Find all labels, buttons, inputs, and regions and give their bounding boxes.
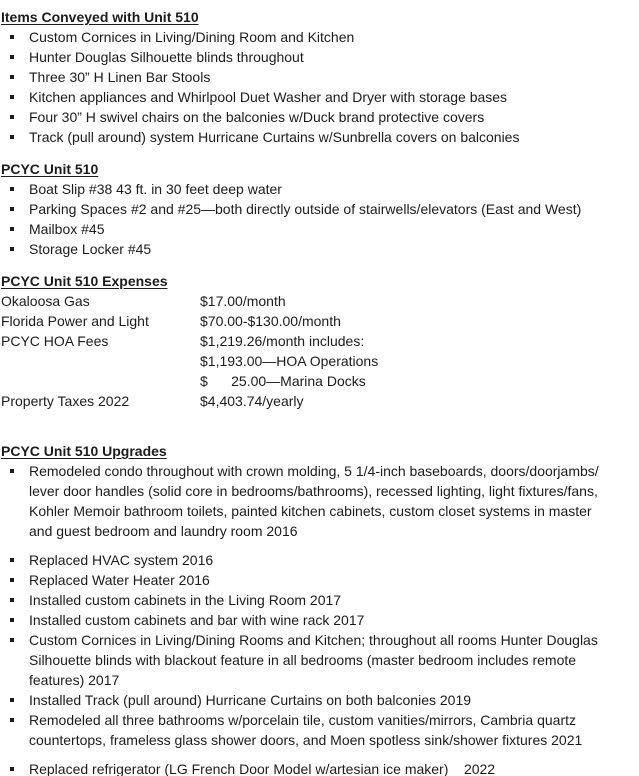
bullet-lines — [29, 199, 639, 219]
bullet-line: lever door handles (solid core in bedrooms/bathrooms), recessed lighting, light fixtures/fans, — [29, 483, 598, 499]
bullet-item — [1, 239, 639, 259]
bullet-line: Kitchen appliances and Whirlpool Duet Washer and Dryer with storage bases — [29, 89, 508, 105]
bullet-line: Mailbox #45 — [29, 221, 105, 237]
bullet-line: Hunter Douglas Silhouette blinds throughout — [29, 49, 304, 65]
bullet-line: Replaced Water Heater 2016 — [29, 572, 210, 588]
bullet-item — [1, 107, 639, 127]
expense-row — [1, 371, 639, 391]
bullet-square-icon — [10, 227, 14, 231]
bullet-square-icon — [10, 55, 14, 59]
bullet-item — [1, 690, 639, 710]
bullet-square-icon — [10, 115, 14, 119]
expense-label: Property Taxes 2022 — [1, 393, 130, 409]
bullet-lines — [29, 759, 639, 776]
bullet-item — [1, 47, 639, 67]
expense-value: $70.00-$130.00/month — [200, 313, 341, 329]
bullet-lines — [29, 570, 639, 590]
bullet-lines — [29, 179, 639, 199]
bullet-item — [1, 710, 639, 750]
bullet-line: Three 30” H Linen Bar Stools — [29, 69, 211, 85]
bullet-line: Custom Cornices in Living/Dining Room and Kitchen — [29, 29, 355, 45]
bullet-item — [1, 127, 639, 147]
section-unit-510 — [1, 159, 639, 259]
section-heading: Items Conveyed with Unit 510 — [1, 9, 199, 25]
bullet-lines — [29, 107, 639, 127]
bullet-line: Installed custom cabinets in the Living Room 2017 — [29, 592, 342, 608]
bullet-lines — [29, 550, 639, 570]
bullet-lines — [29, 590, 639, 610]
bullet-line: Installed custom cabinets and bar with wine rack 2017 — [29, 612, 365, 628]
bullet-square-icon — [10, 469, 14, 473]
section-heading: PCYC Unit 510 Upgrades — [1, 443, 167, 459]
bullet-square-icon — [10, 718, 14, 722]
bullet-item — [1, 630, 639, 690]
bullet-line: Replaced refrigerator (LG French Door Model w/artesian ice maker) 2022 — [29, 761, 496, 776]
bullet-lines — [29, 27, 639, 47]
bullet-square-icon — [10, 578, 14, 582]
bullet-square-icon — [10, 767, 14, 771]
bullet-item — [1, 179, 639, 199]
bullet-item — [1, 199, 639, 219]
bullet-line: Replaced HVAC system 2016 — [29, 552, 214, 568]
bullet-line: Silhouette blinds with blackout feature in all bedrooms (master bedroom includes remote — [29, 652, 577, 668]
section-expenses — [1, 271, 639, 411]
bullet-item — [1, 87, 639, 107]
bullet-square-icon — [10, 75, 14, 79]
bullet-lines — [29, 219, 639, 239]
bullet-lines — [29, 47, 639, 67]
expense-value: $1,219.26/month includes: — [200, 333, 365, 349]
bullet-line: Track (pull around) system Hurricane Curtains w/Sunbrella covers on balconies — [29, 129, 520, 145]
section-heading: PCYC Unit 510 Expenses — [1, 273, 168, 289]
bullet-item — [1, 759, 639, 776]
bullet-square-icon — [10, 35, 14, 39]
expense-label: PCYC HOA Fees — [1, 333, 109, 349]
bullet-item — [1, 219, 639, 239]
bullet-line: Four 30” H swivel chairs on the balconies w/Duck brand protective covers — [29, 109, 485, 125]
bullet-lines — [29, 710, 639, 750]
expense-row — [1, 311, 639, 331]
bullet-lines — [29, 87, 639, 107]
bullet-item — [1, 590, 639, 610]
section-heading: PCYC Unit 510 — [1, 161, 99, 177]
section-upgrades — [1, 441, 639, 776]
bullet-line: Installed Track (pull around) Hurricane Curtains on both balconies 2019 — [29, 692, 472, 708]
expense-row — [1, 331, 639, 351]
bullet-line: features) 2017 — [29, 672, 120, 688]
section-items-conveyed — [1, 7, 639, 147]
bullet-item — [1, 550, 639, 570]
bullet-item — [1, 610, 639, 630]
expense-row — [1, 351, 639, 371]
bullet-lines — [29, 630, 639, 690]
bullet-item — [1, 570, 639, 590]
bullet-item — [1, 27, 639, 47]
bullet-line: Parking Spaces #2 and #25—both directly outside of stairwells/elevators (East and West) — [29, 201, 582, 217]
expense-value: $ 25.00—Marina Docks — [200, 373, 366, 389]
expense-value: $1,193.00—HOA Operations — [200, 353, 379, 369]
bullet-lines — [29, 67, 639, 87]
bullet-square-icon — [10, 207, 14, 211]
expense-label: Florida Power and Light — [1, 313, 149, 329]
bullet-lines — [29, 610, 639, 630]
bullet-line: countertops, frameless glass shower doors, and Moen spotless sink/shower fixtures 2021 — [29, 732, 583, 748]
bullet-lines — [29, 127, 639, 147]
expense-label: Okaloosa Gas — [1, 293, 90, 309]
expense-label — [1, 371, 200, 391]
bullet-square-icon — [10, 187, 14, 191]
bullet-line: Remodeled all three bathrooms w/porcelain tile, custom vanities/mirrors, Cambria quartz — [29, 712, 576, 728]
expense-value: $4,403.74/yearly — [200, 393, 304, 409]
bullet-lines — [29, 239, 639, 259]
bullet-square-icon — [10, 598, 14, 602]
bullet-line: Custom Cornices in Living/Dining Rooms and Kitchen; throughout all rooms Hunter Douglas — [29, 632, 598, 648]
bullet-lines — [29, 690, 639, 710]
bullet-square-icon — [10, 135, 14, 139]
bullet-square-icon — [10, 95, 14, 99]
bullet-square-icon — [10, 558, 14, 562]
expense-row — [1, 391, 639, 411]
bullet-lines — [29, 461, 639, 541]
bullet-square-icon — [10, 247, 14, 251]
bullet-line: Storage Locker #45 — [29, 241, 152, 257]
expense-row — [1, 291, 639, 311]
expense-label — [1, 351, 200, 371]
bullet-line: and guest bedroom and laundry room 2016 — [29, 523, 298, 539]
bullet-line: Kohler Memoir bathroom toilets, painted kitchen cabinets, custom closet systems in master — [29, 503, 592, 519]
bullet-item — [1, 67, 639, 87]
bullet-item — [1, 461, 639, 541]
bullet-square-icon — [10, 618, 14, 622]
expense-value: $17.00/month — [200, 293, 286, 309]
bullet-line: Boat Slip #38 43 ft. in 30 feet deep water — [29, 181, 282, 197]
bullet-square-icon — [10, 638, 14, 642]
bullet-line: Remodeled condo throughout with crown molding, 5 1/4-inch baseboards, doors/doorjambs/ — [29, 463, 599, 479]
bullet-square-icon — [10, 698, 14, 702]
